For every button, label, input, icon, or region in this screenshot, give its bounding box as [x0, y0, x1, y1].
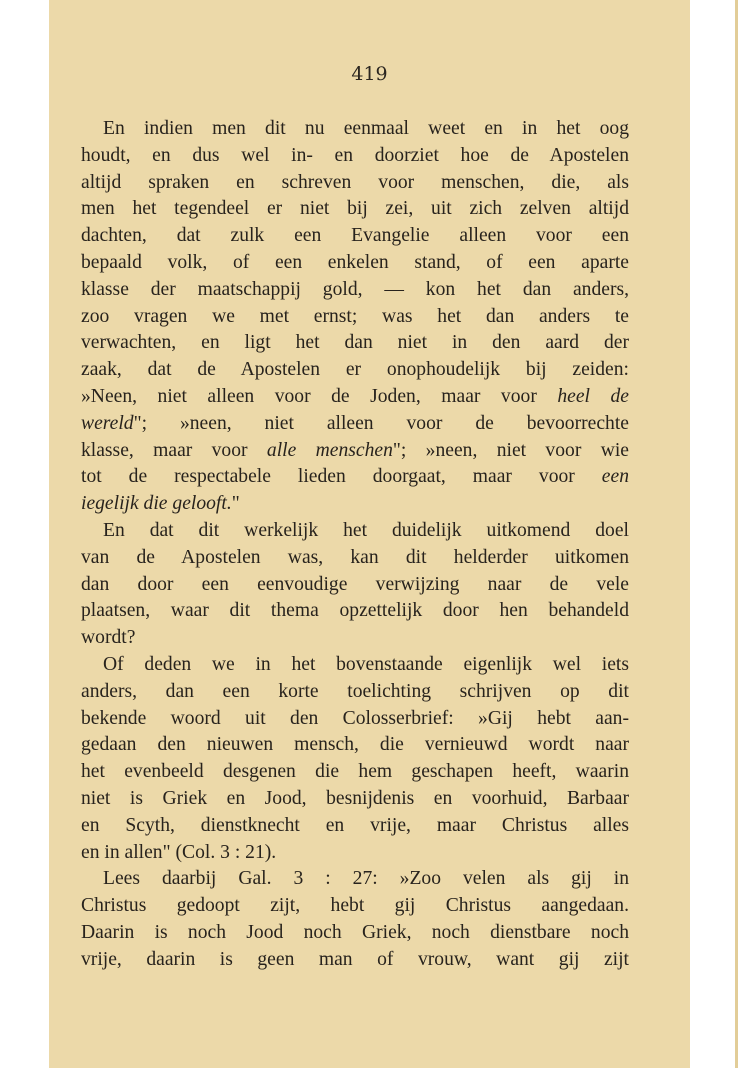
text-line — [81, 786, 629, 813]
text-segment: gedaan den nieuwen mensch, die vernieuwd wordt naar — [81, 734, 629, 756]
text-segment: verwachten, en ligt het dan niet in den aard der — [81, 332, 629, 354]
text-segment: bekende woord uit den Colosserbrief: »Gij hebt aan- — [81, 707, 629, 729]
text-line — [81, 438, 629, 465]
text-line — [81, 143, 629, 170]
text-segment: En dat dit werkelijk het duidelijk uitkomend doel — [103, 519, 629, 541]
text-segment: zoo vragen we met ernst; was het dan anders te — [81, 305, 629, 327]
text-segment: »Neen, niet alleen voor de Joden, maar voor — [81, 385, 558, 407]
text-segment: plaatsen, waar dit thema opzettelijk door hen behandeld — [81, 600, 629, 622]
text-segment: klasse der maatschappij gold, — kon het dan anders, — [81, 278, 629, 300]
text-line — [81, 330, 629, 357]
text-line — [81, 411, 629, 438]
text-line — [81, 893, 629, 920]
text-line — [81, 813, 629, 840]
text-segment: altijd spraken en schreven voor menschen, die, als — [81, 171, 629, 193]
text-line — [81, 170, 629, 197]
text-line — [81, 652, 629, 679]
text-line — [81, 947, 629, 974]
text-line — [81, 464, 629, 491]
text-line — [81, 491, 629, 518]
text-line — [81, 625, 629, 652]
paragraph — [81, 518, 629, 652]
text-segment: bepaald volk, of een enkelen stand, of een aparte — [81, 251, 629, 273]
book-page — [49, 0, 690, 1068]
text-segment: Christus gedoopt zijt, hebt gij Christus aangedaan. — [81, 895, 629, 917]
text-line — [81, 545, 629, 572]
text-segment: Daarin is noch Jood noch Griek, noch dienstbare noch — [81, 921, 629, 943]
text-line — [81, 598, 629, 625]
text-line — [81, 866, 629, 893]
text-segment: "; »neen, niet alleen voor de bevoorrechte — [133, 412, 629, 434]
text-line — [81, 759, 629, 786]
italic-text: een — [601, 466, 629, 488]
text-line — [81, 223, 629, 250]
text-segment: niet is Griek en Jood, besnijdenis en voorhuid, Barbaar — [81, 787, 629, 809]
italic-text: alle menschen — [266, 439, 393, 461]
text-segment: Of deden we in het bovenstaande eigenlijk wel iets — [103, 653, 629, 675]
text-line — [81, 732, 629, 759]
text-line — [81, 357, 629, 384]
text-segment: dan door een eenvoudige verwijzing naar de vele — [81, 573, 629, 595]
italic-text: iegelijk die gelooft. — [81, 493, 232, 515]
text-segment: het evenbeeld desgenen die hem geschapen heeft, waarin — [81, 761, 629, 783]
text-segment: van de Apostelen was, kan dit helderder uitkomen — [81, 546, 629, 568]
text-line — [81, 116, 629, 143]
paragraph — [81, 652, 629, 866]
page-number: 419 — [351, 63, 388, 85]
text-segment: en Scyth, dienstknecht en vrije, maar Christus alles — [81, 814, 629, 836]
text-segment: dachten, dat zulk een Evangelie alleen voor een — [81, 225, 629, 247]
italic-text: heel de — [557, 385, 629, 407]
italic-text: wereld — [81, 412, 134, 434]
text-line — [81, 679, 629, 706]
text-line — [81, 840, 629, 867]
text-segment: En indien men dit nu eenmaal weet en in het oog — [103, 118, 629, 139]
text-segment: houdt, en dus wel in- en doorziet hoe de Apostelen — [81, 144, 629, 166]
body-text — [81, 116, 629, 974]
text-segment: zaak, dat de Apostelen er onophoudelijk bij zeiden: — [81, 359, 629, 381]
text-line — [81, 384, 629, 411]
text-segment: klasse, maar voor — [81, 439, 267, 461]
text-segment: en in allen" (Col. 3 : 21). — [81, 841, 277, 863]
text-segment: " — [231, 493, 240, 515]
text-line — [81, 304, 629, 331]
text-line — [81, 196, 629, 223]
paragraph — [81, 866, 629, 973]
text-line — [81, 250, 629, 277]
text-segment: "; »neen, niet voor wie — [392, 439, 629, 461]
text-segment: tot de respectabele lieden doorgaat, maar voor — [81, 466, 602, 488]
text-segment: vrije, daarin is geen man of vrouw, want gij zijt — [81, 948, 629, 970]
text-segment: Lees daarbij Gal. 3 : 27: »Zoo velen als gij in — [103, 868, 629, 890]
paragraph — [81, 116, 629, 518]
text-segment: anders, dan een korte toelichting schrijven op dit — [81, 680, 629, 702]
text-line — [81, 920, 629, 947]
text-segment: men het tegendeel er niet bij zei, uit zich zelven altijd — [81, 198, 629, 220]
text-line — [81, 572, 629, 599]
text-line — [81, 518, 629, 545]
text-segment: wordt? — [81, 627, 136, 649]
text-line — [81, 706, 629, 733]
text-line — [81, 277, 629, 304]
